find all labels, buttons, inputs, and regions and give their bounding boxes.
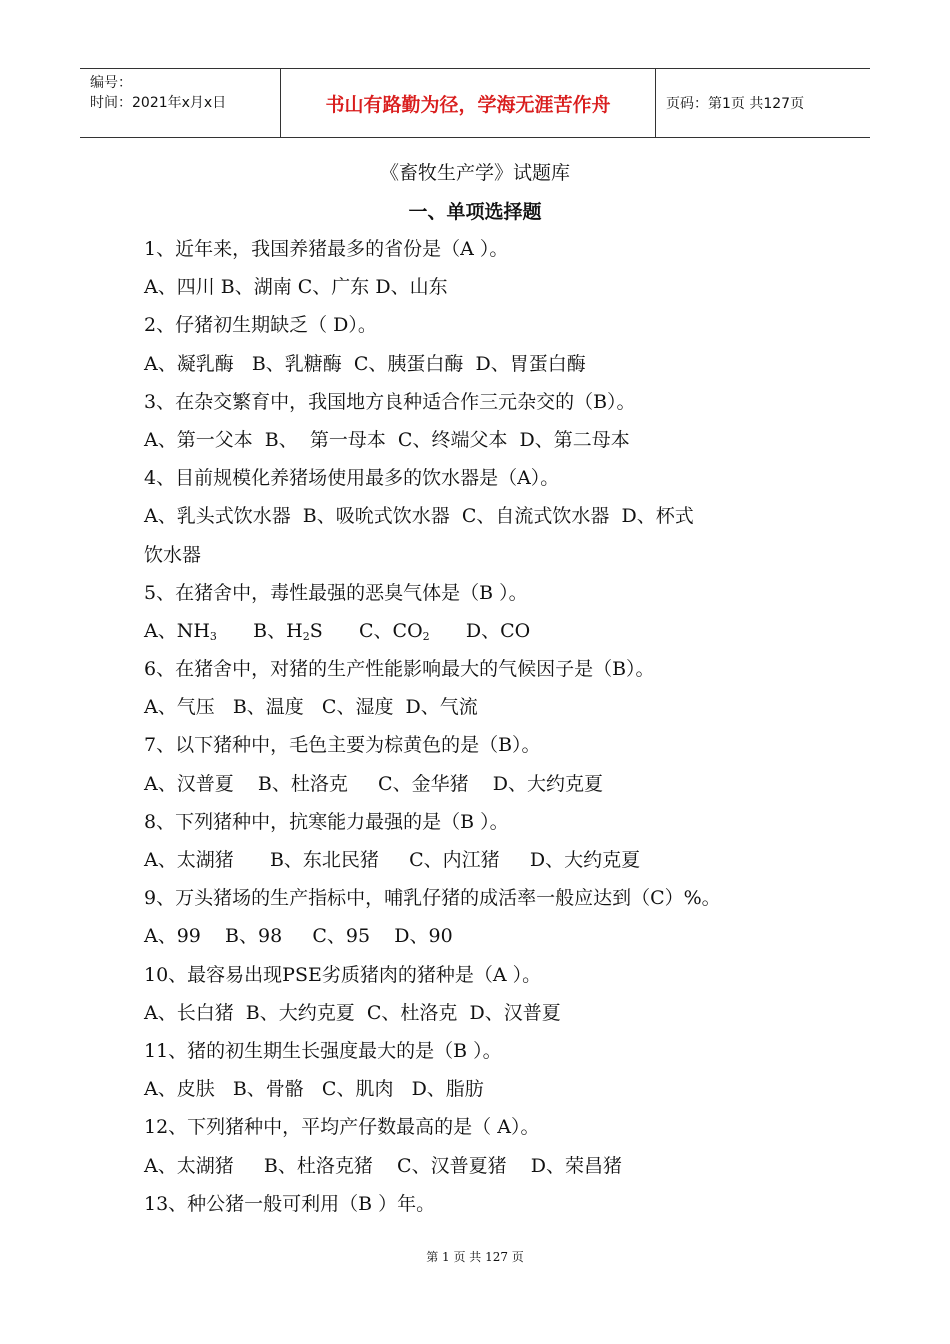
question-line: 11、猪的初生期生长强度最大的是（B ）。 (144, 1039, 502, 1062)
options-line: 饮水器 (144, 543, 202, 566)
options-line: A、汉普夏 B、杜洛克 C、金华猪 D、大约克夏 (144, 772, 603, 795)
chem-options-line (144, 612, 804, 650)
date-label: 时间：2021年x月x日 (90, 95, 227, 111)
options-line: A、太湖猪 B、杜洛克猪 C、汉普夏猪 D、荣昌猪 (144, 1154, 622, 1177)
options-line: A、乳头式饮水器 B、吸吮式饮水器 C、自流式饮水器 D、杯式 (144, 505, 694, 528)
chem-text (430, 620, 466, 642)
document-title: 《畜牧生产学》试题库 (379, 162, 570, 184)
question-line: 8、下列猪种中，抗寒能力最强的是（B ）。 (144, 810, 509, 833)
question-line: 7、以下猪种中，毛色主要为棕黄色的是（B）。 (144, 734, 541, 757)
page-header (80, 68, 870, 138)
question-line: 6、在猪舍中，对猪的生产性能影响最大的气候因子是（B）。 (144, 658, 655, 681)
chem-subscript: 2 (422, 629, 430, 643)
chem-text: D、CO (465, 619, 531, 642)
chem-text: C、CO (359, 619, 423, 642)
options-line: A、凝乳酶 B、乳糖酶 C、胰蛋白酶 D、胃蛋白酶 (144, 352, 586, 375)
question-line: 12、下列猪种中，平均产仔数最高的是（ A）。 (144, 1116, 540, 1139)
question-line: 2、仔猪初生期缺乏（ D）。 (144, 314, 377, 337)
chem-subscript: 3 (209, 629, 217, 643)
chem-text: S (309, 619, 323, 642)
question-line: 5、在猪舍中，毒性最强的恶臭气体是（B ）。 (144, 581, 528, 604)
options-line: A、第一父本 B、 第一母本 C、终端父本 D、第二母本 (144, 428, 630, 451)
header-meta (80, 69, 280, 137)
options-line: A、太湖猪 B、东北民猪 C、内江猪 D、大约克夏 (144, 849, 641, 871)
question-list (144, 230, 804, 1223)
page-footer: 第 1 页 共 127 页 (426, 1250, 524, 1264)
number-label: 编号： (90, 75, 132, 91)
question-line: 4、目前规模化养猪场使用最多的饮水器是（A）。 (144, 467, 560, 490)
header-page-info: 页码：第1页 共127页 (666, 96, 805, 112)
chem-text: B、H (253, 619, 303, 642)
options-line: A、气压 B、温度 C、湿度 D、气流 (144, 696, 478, 719)
section-heading: 一、单项选择题 (408, 201, 542, 223)
options-line: A、四川 B、湖南 C、广东 D、山东 (144, 276, 448, 299)
options-line: A、长白猪 B、大约克夏 C、杜洛克 D、汉普夏 (144, 1001, 561, 1024)
chem-text (323, 620, 359, 642)
options-line: A、皮肤 B、骨骼 C、肌肉 D、脂肪 (144, 1078, 484, 1101)
options-line: A、99 B、98 C、95 D、90 (144, 925, 453, 948)
question-line: 10、最容易出现PSE劣质猪肉的猪种是（A ）。 (144, 963, 542, 986)
question-line: 3、在杂交繁育中，我国地方良种适合作三元杂交的（B）。 (144, 390, 636, 413)
question-line: 1、近年来，我国养猪最多的省份是（A ）。 (144, 238, 509, 260)
header-motto: 书山有路勤为径，学海无涯苦作舟 (280, 69, 656, 137)
question-line: 13、种公猪一般可利用（B ）年。 (144, 1192, 436, 1215)
chem-text (217, 620, 253, 642)
question-line: 9、万头猪场的生产指标中，哺乳仔猪的成活率一般应达到（C）%。 (144, 887, 721, 910)
chem-subscript: 2 (302, 629, 310, 643)
chem-text: A、NH (144, 619, 210, 642)
